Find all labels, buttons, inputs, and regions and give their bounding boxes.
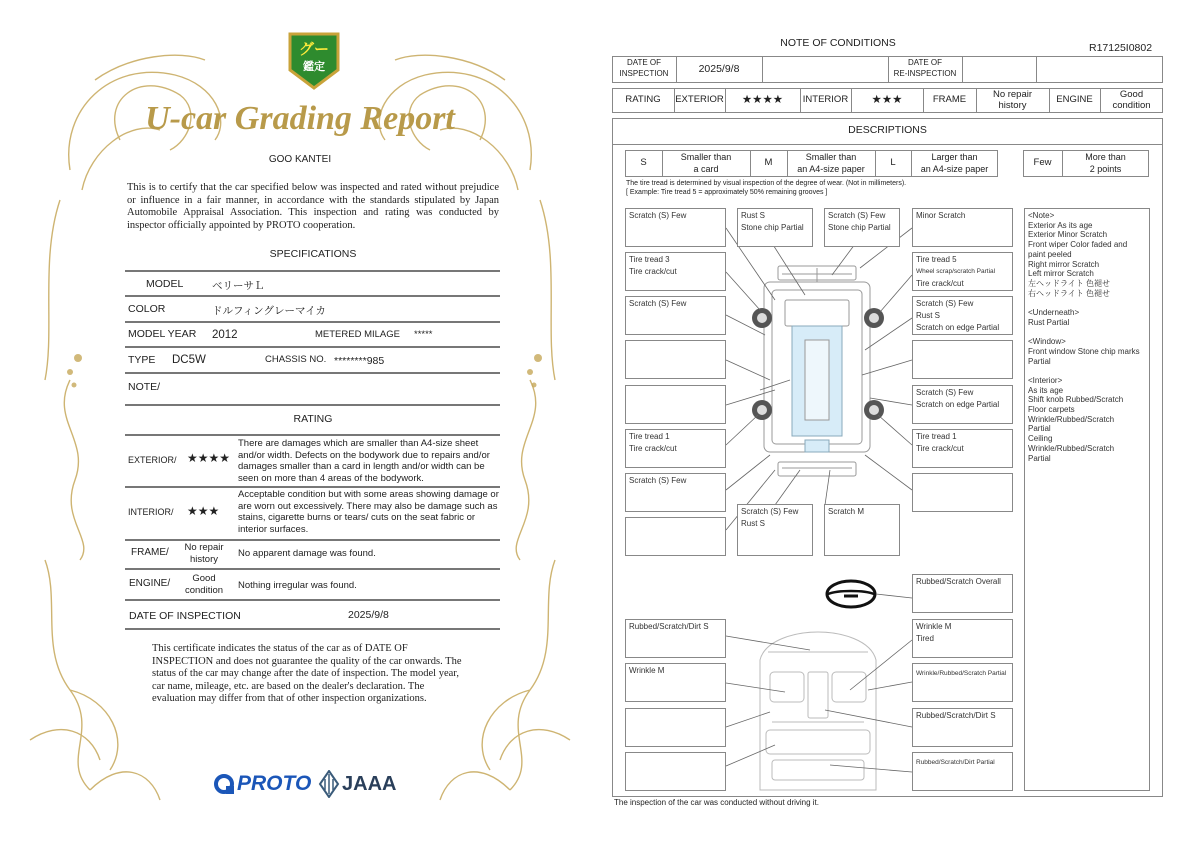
- damage-label-text: Rust S: [741, 519, 766, 528]
- note-line: [1028, 366, 1148, 376]
- note-line: Exterior Minor Scratch: [1028, 230, 1108, 240]
- rating-label: RATING: [625, 94, 661, 106]
- damage-box-10: [625, 429, 726, 468]
- type-label: TYPE: [128, 354, 156, 366]
- model-label: MODEL: [146, 278, 184, 290]
- note-line: <Window>: [1028, 337, 1066, 347]
- damage-label-text: Scratch (S) Few: [629, 211, 687, 220]
- interior-box-7: [912, 752, 1013, 791]
- note-line: 右ヘッドライト 色褪せ: [1028, 288, 1110, 298]
- damage-label-text: Wrinkle/Rubbed/Scratch Partial: [916, 670, 1007, 677]
- damage-label-text: Rust S: [741, 211, 766, 220]
- report-title: U-car Grading Report: [145, 100, 455, 137]
- tire-note-1: The tire tread is determined by visual inspection of the degree of wear. (Not in millimeters).: [626, 180, 907, 187]
- damage-label-text: Scratch (S) Few: [828, 211, 886, 220]
- note-line: <Interior>: [1028, 375, 1063, 385]
- specifications-heading: SPECIFICATIONS: [269, 248, 357, 260]
- engine-value-1: Good: [1119, 88, 1144, 100]
- damage-label-text: Tire tread 3: [629, 255, 670, 264]
- interior-box-1: [912, 574, 1013, 613]
- exterior-stars: ★★★★: [741, 94, 784, 107]
- note-line: Ceiling: [1028, 434, 1053, 444]
- damage-box-5: [625, 252, 726, 291]
- jaaa-logo: [318, 770, 398, 798]
- note-line: Exterior As its age: [1028, 220, 1093, 230]
- damage-label-text: Rubbed/Scratch/Dirt S: [916, 711, 996, 720]
- damage-label-text: Wheel scrap/scratch Partial: [916, 268, 996, 275]
- goo-kantei-badge: [286, 30, 342, 92]
- damage-label-text: Rubbed/Scratch/Dirt S: [629, 622, 709, 631]
- damage-label-text: [825, 517, 831, 519]
- chassis-label: CHASSIS NO.: [265, 354, 327, 365]
- date-inspection-value: 2025/9/8: [698, 62, 740, 75]
- exterior-description: There are damages which are smaller than A4-size sheet and/or width. Defects on the bodywork due to repairs and/or damages smaller than a card in length and/or width can be seen on more than 4 areas of the bodywork.: [238, 438, 490, 484]
- damage-label-text: Stone chip Partial: [741, 223, 804, 232]
- note-of-conditions: [600, 0, 1200, 848]
- model-value: ベリーサＬ: [212, 280, 265, 292]
- damage-box-empty-2: [912, 340, 1013, 379]
- damage-box-9: [912, 385, 1013, 424]
- damage-label-text: Scratch (S) Few: [741, 507, 799, 516]
- descriptions-heading: DESCRIPTIONS: [848, 124, 927, 137]
- note-line: <Note>: [1028, 211, 1055, 220]
- damage-label-text: Scratch (S) Few: [916, 299, 974, 308]
- note-line: Front window Stone chip marks: [1028, 346, 1140, 356]
- note-line: Right mirror Scratch: [1028, 259, 1100, 269]
- legend-l-desc-2: an A4-size paper: [920, 163, 989, 174]
- exterior-label: EXTERIOR: [675, 94, 724, 106]
- damage-label-text: Tire crack/cut: [916, 279, 964, 288]
- report-id: R17125I0802: [1089, 42, 1153, 54]
- date-of-inspection-label: DATE OF INSPECTION: [129, 610, 241, 622]
- car-interior-outline: [760, 632, 876, 790]
- model-year-value: 2012: [212, 329, 238, 341]
- legend-few-desc-2: 2 points: [1089, 163, 1122, 174]
- interior-box-empty-2: [625, 752, 726, 791]
- chassis-value: ********985: [334, 355, 385, 367]
- frame-value-2: history: [998, 99, 1027, 111]
- damage-box-11: [912, 429, 1013, 468]
- damage-box-6: [912, 252, 1013, 291]
- damage-label-text: Scratch (S) Few: [629, 476, 687, 485]
- damage-label-text: Scratch on edge Partial: [916, 400, 1000, 409]
- damage-label-text: Wrinkle M: [916, 622, 952, 631]
- conditions-footer: The inspection of the car was conducted without driving it.: [614, 798, 819, 807]
- damage-label-text: Minor Scratch: [916, 211, 966, 220]
- note-line: Floor carpets: [1028, 405, 1075, 415]
- legend-s: S: [640, 157, 647, 169]
- damage-box-3: [824, 208, 900, 247]
- engine-value-2: condition: [184, 585, 224, 596]
- notes-panel: [1024, 208, 1150, 791]
- rating-heading: RATING: [293, 413, 333, 425]
- interior-description: Acceptable condition but with some areas showing damage or are worn out excessively. There may also be damage such as stains, cigarette burns or tears/ cuts on the seat fabric or interior surfaces.: [238, 489, 499, 535]
- damage-label-text: Rubbed/Scratch Overall: [916, 577, 1001, 586]
- note-line: As its age: [1028, 385, 1064, 395]
- damage-label-text: Scratch on edge Partial: [916, 323, 1000, 332]
- note-line: 左ヘッドライト 色褪せ: [1028, 278, 1110, 288]
- mileage-value: *****: [414, 329, 433, 340]
- note-line: <Underneath>: [1028, 308, 1080, 318]
- interior-box-5: [912, 663, 1013, 702]
- proto-logo-text: PROTO: [237, 772, 312, 795]
- legend-m-desc-2: an A4-size paper: [797, 163, 865, 174]
- note-line: [1028, 298, 1148, 308]
- damage-box-12: [625, 473, 726, 512]
- car-exterior-outline: [764, 266, 870, 476]
- legend-s-desc-2: a card: [693, 163, 719, 174]
- frame-value-1: No repair: [184, 542, 224, 553]
- tire-note-2: [ Example: Tire tread 5 = approximately 50% remaining grooves ]: [626, 189, 828, 196]
- damage-label-text: Scratch (S) Few: [629, 299, 687, 308]
- damage-label-text: Tire tread 5: [916, 255, 957, 264]
- date-of-inspection-value: 2025/9/8: [348, 609, 389, 621]
- jaaa-logo-text: JAAA: [342, 773, 397, 795]
- engine-label: ENGINE: [1056, 94, 1093, 106]
- note-line: Left mirror Scratch: [1028, 269, 1094, 279]
- interior-label: INTERIOR/: [128, 507, 174, 517]
- proto-logo-mark-icon: [213, 773, 237, 797]
- interior-box-empty-1: [625, 708, 726, 747]
- damage-label-text: Tire tread 1: [629, 432, 670, 441]
- note-line: Shift knob Rubbed/Scratch: [1028, 395, 1124, 405]
- damage-label-text: Scratch M: [828, 507, 865, 516]
- legend-s-desc-1: Smaller than: [680, 151, 732, 162]
- reinspection-label-1: DATE OF: [907, 58, 943, 68]
- damage-label-text: [626, 221, 632, 223]
- type-value: DC5W: [172, 354, 206, 366]
- damage-label-text: Tire tread 1: [916, 432, 957, 441]
- note-line: Partial: [1028, 424, 1051, 434]
- engine-description: Nothing irregular was found.: [238, 580, 357, 591]
- certificate-intro: This is to certify that the car specified below was inspected and rated without prejudice or influence in a fair manner, in accordance with the standards stipulated by Japan Automobile Appraisal Association. This inspection and rating was conducted by inspector officially appointed by PROTO cooperation.: [127, 182, 499, 231]
- exterior-label: EXTERIOR/: [128, 455, 177, 465]
- report-subtitle: GOO KANTEI: [268, 154, 332, 165]
- certificate-footer-text: This certificate indicates the status of the car as of DATE OF INSPECTION and does not guarantee the quality of the car onwards. The status of the car may change after the date of inspection. The model year, car name, mileage, etc. are based on the dealer's declaration. The evaluation may differ from that of other inspection organizations.: [152, 643, 462, 704]
- model-year-label: MODEL YEAR: [128, 328, 197, 340]
- damage-label-text: Rubbed/Scratch/Dirt Partial: [916, 759, 995, 766]
- conditions-title: NOTE OF CONDITIONS: [780, 37, 896, 49]
- frame-value-2: history: [190, 554, 218, 565]
- note-line: Rust Partial: [1028, 317, 1070, 327]
- engine-value-2: condition: [1112, 99, 1151, 111]
- damage-box-8: [912, 296, 1013, 335]
- frame-label: FRAME/: [131, 547, 169, 558]
- interior-stars: ★★★: [187, 504, 220, 518]
- date-inspection-label-2: INSPECTION: [619, 69, 669, 79]
- damage-box-4: [912, 208, 1013, 247]
- date-inspection-label-1: DATE OF: [626, 58, 662, 68]
- damage-label-text: Tire crack/cut: [916, 444, 964, 453]
- exterior-stars: ★★★★: [187, 451, 231, 465]
- damage-box-empty-1: [625, 340, 726, 379]
- damage-box-empty-3: [625, 385, 726, 424]
- note-line: Front wiper Color faded and: [1028, 240, 1128, 250]
- interior-box-2: [625, 619, 726, 658]
- damage-box-2: [737, 208, 813, 247]
- note-line: Wrinkle/Rubbed/Scratch: [1028, 414, 1115, 424]
- note-line: Partial: [1028, 453, 1051, 463]
- proto-logo: [213, 770, 313, 798]
- color-label: COLOR: [128, 303, 166, 315]
- steering-wheel-icon: [827, 581, 875, 607]
- interior-box-6: [912, 708, 1013, 747]
- badge-bottom-text: 鑑定: [303, 61, 325, 73]
- interior-label: INTERIOR: [802, 94, 849, 106]
- frame-label: FRAME: [932, 94, 967, 106]
- damage-label-text: Tire crack/cut: [629, 267, 677, 276]
- damage-box-empty-5: [625, 517, 726, 556]
- color-value: ドルフィングレーマイカ: [212, 305, 326, 317]
- interior-stars: ★★★: [871, 94, 903, 107]
- damage-box-13: [737, 504, 813, 556]
- frame-description: No apparent damage was found.: [238, 548, 376, 559]
- damage-label-text: [626, 309, 632, 311]
- jaaa-logo-mark-icon: [318, 770, 340, 798]
- legend-m: M: [764, 157, 773, 169]
- damage-box-14: [824, 504, 900, 556]
- note-label: NOTE/: [128, 381, 161, 393]
- note-line: paint peeled: [1028, 249, 1072, 259]
- damage-box-7: [625, 296, 726, 335]
- engine-value-1: Good: [192, 573, 216, 584]
- damage-label-text: Wrinkle M: [629, 666, 665, 675]
- damage-label-text: Rust S: [916, 311, 941, 320]
- damage-label-text: Scratch (S) Few: [916, 388, 974, 397]
- damage-label-text: Stone chip Partial: [828, 223, 891, 232]
- note-line: [1028, 327, 1148, 337]
- interior-box-4: [625, 663, 726, 702]
- legend-few-desc-1: More than: [1085, 151, 1126, 162]
- reinspection-label-2: RE-INSPECTION: [893, 69, 957, 79]
- legend-l: L: [890, 157, 896, 169]
- legend-m-desc-1: Smaller than: [805, 151, 857, 162]
- badge-top-text: グー: [298, 41, 329, 58]
- mileage-label: METERED MILAGE: [315, 329, 400, 340]
- damage-label-text: Tired: [916, 634, 934, 643]
- frame-value-1: No repair: [992, 88, 1033, 100]
- damage-label-text: Tire crack/cut: [629, 444, 677, 453]
- interior-box-3: [912, 619, 1013, 658]
- damage-label-text: [913, 221, 919, 223]
- note-line: Wrinkle/Rubbed/Scratch: [1028, 443, 1115, 453]
- damage-label-text: [626, 486, 632, 488]
- engine-label: ENGINE/: [129, 578, 171, 589]
- legend-few: Few: [1033, 157, 1052, 169]
- damage-box-empty-4: [912, 473, 1013, 512]
- note-line: Partial: [1028, 356, 1051, 366]
- legend-l-desc-1: Larger than: [931, 151, 978, 162]
- damage-box-1: [625, 208, 726, 247]
